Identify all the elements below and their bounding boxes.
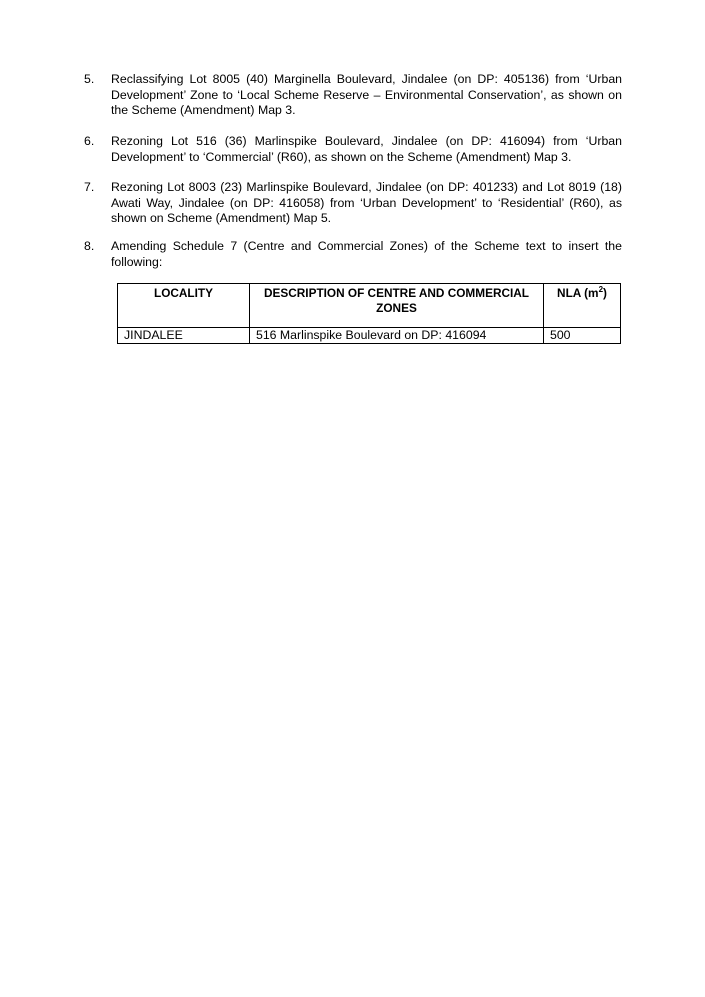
header-nla-close: ) — [603, 286, 607, 300]
header-locality: LOCALITY — [118, 284, 250, 328]
table-header-row — [118, 284, 621, 328]
list-item-number: 8. — [84, 239, 95, 253]
list-item-number: 7. — [84, 180, 95, 194]
list-item-text: Amending Schedule 7 (Centre and Commercial Zones) of the Scheme text to insert the following: — [111, 239, 622, 269]
list-item-8 — [84, 239, 622, 270]
header-nla-superscript: 2 — [598, 285, 604, 295]
cell-description: 516 Marlinspike Boulevard on DP: 416094 — [250, 328, 544, 344]
list-item-number: 6. — [84, 134, 95, 148]
list-item-7 — [84, 180, 622, 227]
list-item-text: Rezoning Lot 516 (36) Marlinspike Boulevard, Jindalee (on DP: 416094) from ‘Urban Development’ to ‘Commercial’ (R60), as shown on the Scheme (Amendment) Map 3. — [111, 134, 622, 164]
list-item-5 — [84, 72, 622, 119]
list-item-6 — [84, 134, 622, 165]
cell-nla: 500 — [544, 328, 621, 344]
header-description: DESCRIPTION OF CENTRE AND COMMERCIAL ZONES — [250, 284, 544, 328]
schedule-table — [117, 283, 621, 344]
list-item-number: 5. — [84, 72, 95, 86]
table-row — [118, 328, 621, 344]
cell-locality: JINDALEE — [118, 328, 250, 344]
list-item-text: Reclassifying Lot 8005 (40) Marginella Boulevard, Jindalee (on DP: 405136) from ‘Urban Development’ Zone to ‘Local Scheme Reserve – Environmental Conservation’, as shown on the Scheme (Amendment) Map 3. — [111, 72, 622, 117]
header-nla-label: NLA (m — [557, 286, 599, 300]
list-item-text: Rezoning Lot 8003 (23) Marlinspike Boulevard, Jindalee (on DP: 401233) and Lot 8019 (18) Awati Way, Jindalee (on DP: 416058) from ‘Urban Development’ to ‘Residential’ (R60), as shown on Scheme (Amendment) Map 5. — [111, 180, 622, 225]
header-nla — [544, 284, 621, 328]
